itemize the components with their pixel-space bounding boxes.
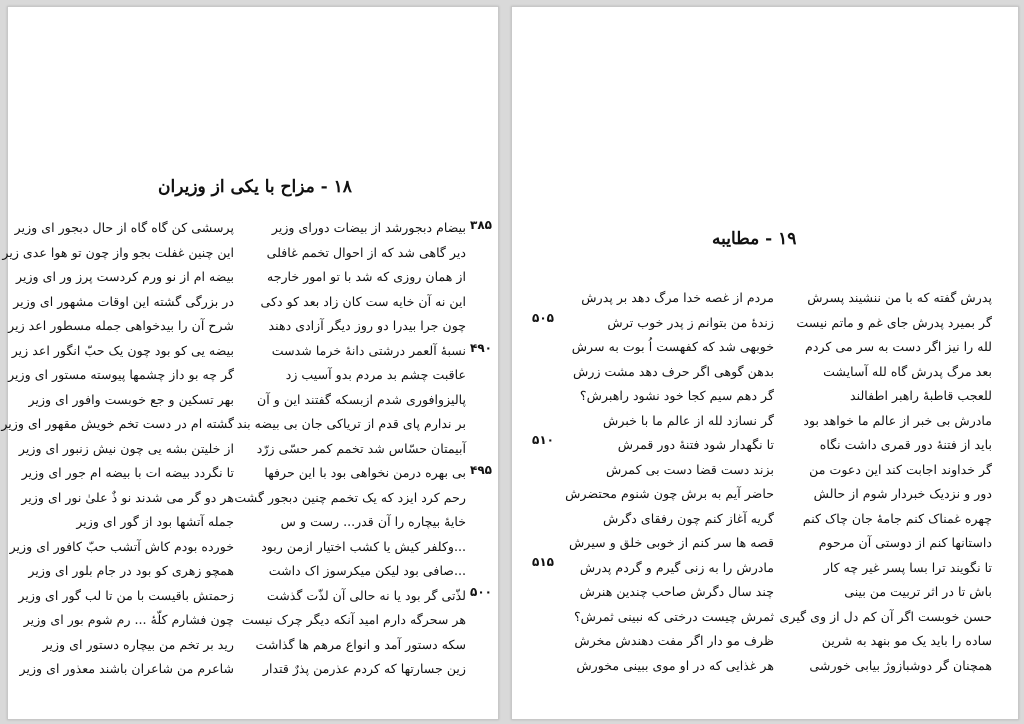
verse-number: ۳۸۵ (470, 218, 492, 232)
verse-line: للعجب قاطبهٔ راهبر اطفالند (850, 388, 992, 403)
verse-line: خایهٔ بیچاره را آن قدر... رست و س (280, 514, 466, 529)
verse-column-right (780, 286, 992, 678)
verse-line: رید بر تخم من بیچاره دستور ای وزیر (42, 636, 234, 652)
verse-line: باید از فتنهٔ دور قمری داشت نگاه (819, 437, 992, 452)
verse-line: آبیمتان حسّاس شد تخمم کمر حسّی زرّد (256, 440, 466, 456)
verse-number: ۵۰۰ (470, 585, 492, 599)
verse-line: پالیزوافوری شدم ازبسکه گفتند این و آن (257, 391, 466, 407)
verse-line: گر خداوند اجابت کند این دعوت من (809, 461, 992, 477)
verse-line: دیر گاهی شد که از احوال تخمم غافلی (266, 244, 466, 260)
verse-line: چند سال دگرش صاحب چندین هنرش (579, 584, 774, 599)
page-title: ۱۸ - مزاح با یکی از وزیران (158, 177, 352, 197)
verse-line: حسن خوبست اگر آن کم دل از وی گیری (779, 608, 992, 624)
verse-line: تا نگویند ترا بسا پسر غیر چه کار (823, 559, 992, 575)
verse-line: زندهٔ من بتوانم ز پدر خوب ترش (607, 314, 774, 330)
verse-line: جمله آتشها بود از گور ای وزیر (76, 514, 234, 529)
verse-line: بهر تسکین و جع خوبست وافور ای وزیر (28, 391, 234, 407)
verse-column-left (565, 286, 774, 678)
verse-line: از همان روزی که شد با تو امور خارجه (266, 269, 466, 284)
verse-line: بزند دست قضا دست بی کمرش (605, 461, 774, 477)
verse-line: پدرش گفته که با من ننشیند پسرش (807, 290, 992, 305)
verse-line: چون جرا بیدرا دو روز دیگر آزادی دهند (268, 318, 466, 333)
verse-line: زین جسارتها که کردم عذرمن پذرٌ قتدار (262, 661, 466, 676)
verse-line: هر دو گر می شدند نو ذٌ علیٰ نور ای وزیر (21, 489, 234, 505)
page-title: ۱۹ - مطایبه (712, 229, 797, 249)
verse-number: ۴۹۰ (470, 341, 492, 355)
verse-line: چون فشارم کلّهٔ ... رم شوم بور ای وزیر (23, 612, 234, 627)
verse-line: نسبهٔ آلعمر درشتی دانهٔ خرما شدست (271, 342, 466, 358)
verse-line: تا نگردد بیضه ات با بیضه ام جور ای وزیر (21, 465, 234, 480)
verse-line: ساده را باید یک مو بنهد به شرین (821, 633, 992, 648)
verse-line: بیضام دبجورشد از بیضات دورای وزیر (271, 220, 466, 235)
verse-line: عاقبت چشم بد مردم بدو آسیب زد (285, 367, 466, 382)
verse-line: بی بهره درمن نخواهی بود با این حرفها (264, 465, 466, 480)
verse-line: هر سحرگه دارم امید آنکه دیگر چرک نیست (241, 612, 466, 627)
verse-line: گر بمیرد پدرش جای غم و ماتم نیست (796, 314, 992, 330)
verse-number: ۵۰۵ (532, 311, 554, 325)
verse-line: گر نسازد لله از عالم ما با خبرش (603, 412, 774, 428)
verse-line: بیضه یی کو بود چون یک حبّ انگور اعد زیر (11, 342, 234, 358)
verse-line: در بزرگی گشته این اوقات مشهور ای وزیر (13, 293, 234, 309)
verse-line: همچنان گر دوشبازوژ بیابی خورشی (809, 657, 992, 673)
verse-line: رحم کرد ایزد که یک تخمم چنین دبجور گشت (234, 489, 466, 505)
verse-line: گریه آغاز کنم چون رفقای دگرش (602, 510, 774, 526)
verse-line: باش تا در اثر تربیت من بینی (844, 584, 992, 599)
verse-line: از خلیتن بشه یی چون نیش زنبور ای وزیر (18, 440, 234, 456)
verse-line: زحمتش باقیست با من تا لب گور ای وزیر (18, 587, 234, 603)
verse-line: خوبهی شد که کفهست اُ بوت به سرش (571, 339, 774, 354)
verse-line: ...صافی بود لیکن میکرسوز اک داشت (268, 563, 466, 578)
verse-number: ۴۹۵ (470, 463, 492, 477)
verse-line: تا نگهدار شود فتنهٔ دور قمرش (617, 437, 774, 452)
verse-line: چهره غمناک کنم جامهٔ جان چاک کنم (802, 510, 992, 526)
verse-line: شرح آن را بیدخواهی جمله مسطور اعد زیر (8, 318, 234, 333)
right-page (511, 6, 1019, 720)
verse-line: بر ندارم پای قدم از تریاکی جان بی بیضه بند (236, 416, 466, 431)
verse-line: بعد مرگ پدرش گاه لله آسایشت (823, 363, 992, 379)
verse-line: گشته ام در دست تخم خویش مقهور ای وزیر (1, 416, 234, 431)
verse-line: این چنین غفلت بجو واز چون تو هوا عدی زیر (2, 244, 234, 260)
verse-line: خورده بودم کاش آتشب حبّ کافور ای وزیر (9, 538, 234, 554)
verse-line: لذّتی گر بود یا نه حالی آن لذّت گذشت (266, 587, 466, 603)
verse-line: قصه ها سر کنم از خوبی خلق و سیرش (569, 535, 774, 550)
verse-line: مادرش را به زنی گیرم و گردم پدرش (579, 559, 774, 575)
verse-line: دور و نزدیک خبردار شوم از حالش (813, 486, 992, 501)
verse-line: همچو زهری کو بود در جام بلور ای وزیر (28, 563, 234, 578)
verse-line: بدهن گوهی اگر حرف دهد مشت زرش (573, 363, 774, 379)
verse-line: مردم از غصه خدا مرگ دهد بر پدرش (581, 290, 774, 305)
verse-line: شاعرم من شاعران باشند معذور ای وزیر (19, 661, 234, 676)
verse-line: سکه دستور آمد و انواع مرهم ها گذاشت (255, 636, 466, 652)
verse-line: پرسشی کن گاه گاه از حال دبجور ای وزیر (14, 220, 234, 235)
verse-line: ثمرش چیست درختی که نبینی ثمرش؟ (573, 608, 774, 624)
verse-line: داستانها کنم از دوستی آن مرحوم (818, 535, 992, 550)
verse-line: گر چه بو داز چشمها پیوسته مستور ای وزیر (8, 367, 234, 382)
verse-line: مادرش بی خبر از عالم ما خواهد بود (803, 412, 992, 428)
verse-line: ظرف مو دار اگر مفت دهندش مخرش (574, 633, 774, 648)
verse-column-right (234, 216, 466, 682)
verse-line: ...وکلفر کیش یا کشب اختیار ازمن ربود (261, 538, 466, 554)
verse-number: ۵۱۵ (532, 555, 554, 569)
verse-line: گر دهم سیم کجا خود نشود راهبرش؟ (579, 388, 774, 403)
verse-number: ۵۱۰ (532, 433, 554, 447)
verse-line: هر غذایی که در او موی ببینی مخورش (576, 657, 774, 673)
left-page (1, 6, 499, 720)
verse-line: این نه آن خایه ست کان زاد بعد کو دکی (260, 293, 466, 309)
verse-line: بیضه ام از نو ورم کردست پرز ور ای وزیر (16, 269, 234, 284)
verse-line: حاضر آیم به برش چون شنوم محتضرش (565, 486, 774, 501)
verse-column-left (1, 216, 234, 682)
verse-line: لله را نیز اگر دست به سر می کردم (805, 339, 992, 354)
